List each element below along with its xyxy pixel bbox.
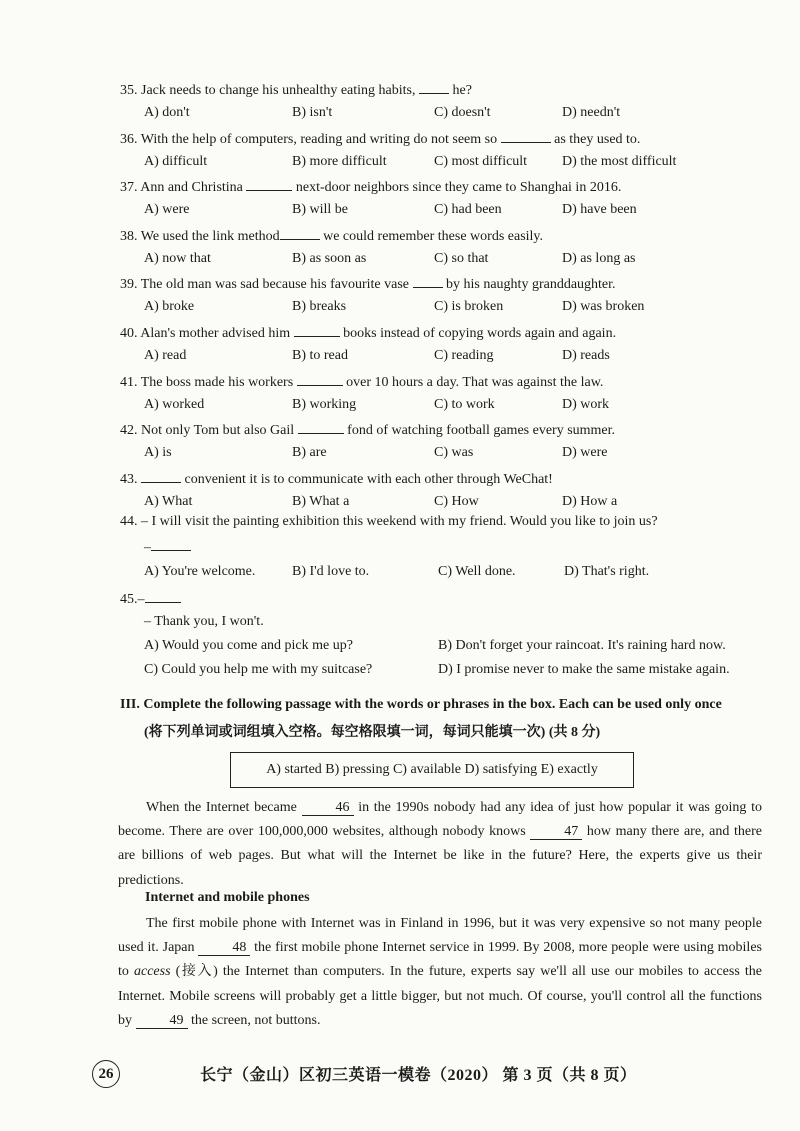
question-text-after: he? bbox=[448, 83, 472, 98]
option-d: D) I promise never to make the same mistake again. bbox=[438, 662, 730, 677]
option-c: C) was bbox=[434, 445, 474, 460]
option-a: A) You're welcome. bbox=[144, 564, 256, 579]
question-text-before: Alan's mother advised him bbox=[140, 326, 294, 341]
answer-blank bbox=[419, 81, 449, 94]
option-b: B) are bbox=[292, 445, 327, 460]
option-b: B) more difficult bbox=[292, 154, 387, 169]
question-text-before: The boss made his workers bbox=[140, 375, 297, 390]
option-b: B) breaks bbox=[292, 299, 347, 314]
option-c: C) most difficult bbox=[434, 154, 528, 169]
option-c: C) so that bbox=[434, 251, 489, 266]
answer-blank bbox=[413, 275, 443, 288]
dash: – bbox=[137, 592, 145, 607]
question-text-before: Not only Tom but also Gail bbox=[141, 423, 298, 438]
question-text-before: With the help of computers, reading and writing do not seem so bbox=[140, 132, 501, 147]
question-number: 35. bbox=[120, 83, 141, 98]
question-39 bbox=[120, 275, 616, 293]
option-d: D) work bbox=[562, 397, 610, 412]
question-number: 45. bbox=[120, 592, 138, 607]
option-b: B) to read bbox=[292, 348, 348, 363]
option-a: A) don't bbox=[144, 105, 190, 120]
question-45 bbox=[120, 590, 181, 608]
option-c: C) had been bbox=[434, 202, 502, 217]
section-heading-chinese: (将下列单词或词组填入空格。每空格限填一词，每词只能填一次) (共 8 分) bbox=[144, 725, 601, 740]
question-number: 37. bbox=[120, 180, 141, 195]
option-c: C) Could you help me with my suitcase? bbox=[144, 662, 373, 677]
answer-blank bbox=[141, 470, 181, 483]
option-d: D) That's right. bbox=[564, 564, 650, 579]
option-a: A) broke bbox=[144, 299, 195, 314]
question-number: 36. bbox=[120, 132, 141, 147]
question-text-after: next-door neighbors since they came to Shanghai in 2016. bbox=[292, 180, 622, 195]
question-text-before: We used the link method bbox=[140, 229, 280, 244]
answer-blank bbox=[145, 590, 181, 603]
question-38 bbox=[120, 227, 543, 245]
passage-subheading: Internet and mobile phones bbox=[145, 890, 310, 905]
answer-blank bbox=[297, 373, 343, 386]
question-text-after: fond of watching football games every summer. bbox=[343, 423, 616, 438]
question-44-answer-line bbox=[144, 538, 191, 556]
question-number: 39. bbox=[120, 277, 141, 292]
question-text-after: books instead of copying words again and again. bbox=[339, 326, 617, 341]
question-text-after: by his naughty granddaughter. bbox=[442, 277, 616, 292]
question-number: 44. bbox=[120, 514, 138, 529]
question-43 bbox=[120, 470, 553, 488]
question-text-after: as they used to. bbox=[550, 132, 641, 147]
page-number-circle: 26 bbox=[92, 1060, 120, 1088]
option-b: B) I'd love to. bbox=[292, 564, 370, 579]
option-a: A) difficult bbox=[144, 154, 208, 169]
option-d: D) have been bbox=[562, 202, 637, 217]
answer-blank bbox=[151, 538, 191, 551]
question-text-before: Jack needs to change his unhealthy eating habits, bbox=[141, 83, 419, 98]
option-d: D) needn't bbox=[562, 105, 621, 120]
option-b: B) What a bbox=[292, 494, 350, 509]
italic-word: access bbox=[134, 964, 171, 980]
option-d: D) reads bbox=[562, 348, 610, 363]
question-35 bbox=[120, 81, 472, 99]
option-a: A) is bbox=[144, 445, 172, 460]
option-c: C) How bbox=[434, 494, 479, 509]
option-a: A) now that bbox=[144, 251, 211, 266]
option-d: D) the most difficult bbox=[562, 154, 677, 169]
option-c: C) reading bbox=[434, 348, 494, 363]
blank-46: 46 bbox=[302, 801, 354, 816]
blank-49: 49 bbox=[136, 1014, 188, 1029]
answer-blank bbox=[246, 178, 292, 191]
blank-48: 48 bbox=[198, 941, 250, 956]
option-a: A) worked bbox=[144, 397, 205, 412]
option-d: D) was broken bbox=[562, 299, 645, 314]
option-b: B) Don't forget your raincoat. It's raining hard now. bbox=[438, 638, 726, 653]
option-a: A) What bbox=[144, 494, 193, 509]
question-42 bbox=[120, 421, 615, 439]
option-c: C) doesn't bbox=[434, 105, 491, 120]
question-40 bbox=[120, 324, 616, 342]
question-number: 40. bbox=[120, 326, 141, 341]
question-number: 42. bbox=[120, 423, 141, 438]
question-text-after: we could remember these words easily. bbox=[319, 229, 544, 244]
question-number: 38. bbox=[120, 229, 141, 244]
question-text-after: over 10 hours a day. That was against the law. bbox=[342, 375, 604, 390]
page-footer: 长宁（金山）区初三英语一模卷（2020） 第 3 页（共 8 页） bbox=[200, 1067, 637, 1084]
blank-47: 47 bbox=[530, 825, 582, 840]
answer-blank bbox=[298, 421, 344, 434]
option-b: B) isn't bbox=[292, 105, 333, 120]
word-box: A) started B) pressing C) available D) satisfying E) exactly bbox=[230, 752, 634, 788]
question-37 bbox=[120, 178, 621, 196]
question-44 bbox=[120, 514, 658, 530]
option-a: A) read bbox=[144, 348, 187, 363]
answer-blank bbox=[294, 324, 340, 337]
question-text-before: The old man was sad because his favourite vase bbox=[140, 277, 413, 292]
option-b: B) working bbox=[292, 397, 357, 412]
question-text-after: convenient it is to communicate with each other through WeChat! bbox=[181, 472, 553, 487]
question-number: 41. bbox=[120, 375, 141, 390]
option-d: D) were bbox=[562, 445, 608, 460]
option-c: C) to work bbox=[434, 397, 495, 412]
question-number: 43. bbox=[120, 472, 141, 487]
option-b: B) as soon as bbox=[292, 251, 367, 266]
dash: – bbox=[144, 540, 151, 555]
answer-blank bbox=[280, 227, 320, 240]
question-text: – I will visit the painting exhibition this weekend with my friend. Would you like to join us? bbox=[141, 514, 658, 529]
option-a: A) Would you come and pick me up? bbox=[144, 638, 353, 653]
answer-blank bbox=[501, 130, 551, 143]
question-45-response: – Thank you, I won't. bbox=[144, 614, 264, 629]
option-c: C) is broken bbox=[434, 299, 504, 314]
option-a: A) were bbox=[144, 202, 190, 217]
question-41 bbox=[120, 373, 603, 391]
passage-paragraph-2: The first mobile phone with Internet was in Finland in 1996, but it was very expensive so not many people used it. Japan 48 the first mobile phone Internet service in 1999. By 2008, more people were using mobiles to access (接入) the Internet than computers. In the future, experts say we'll all use our mobiles to access the Internet. Mobile screens will probably get a little bigger, but not much. Of course, you'll control all the functions by 49 the screen, not buttons. bbox=[118, 916, 762, 1028]
option-b: B) will be bbox=[292, 202, 348, 217]
section-heading: III. Complete the following passage with the words or phrases in the box. Each can be used only once bbox=[120, 697, 722, 712]
question-36 bbox=[120, 130, 640, 148]
option-d: D) as long as bbox=[562, 251, 636, 266]
option-c: C) Well done. bbox=[438, 564, 516, 579]
passage-paragraph-1: When the Internet became 46 in the 1990s nobody had any idea of just how popular it was going to become. There are over 100,000,000 websites, although nobody knows 47 how many there are, and there are billions of web pages. But what will the Internet be like in the future? Here, the experts give us their predictions. bbox=[118, 800, 763, 888]
option-d: D) How a bbox=[562, 494, 618, 509]
question-text-before: Ann and Christina bbox=[140, 180, 247, 195]
